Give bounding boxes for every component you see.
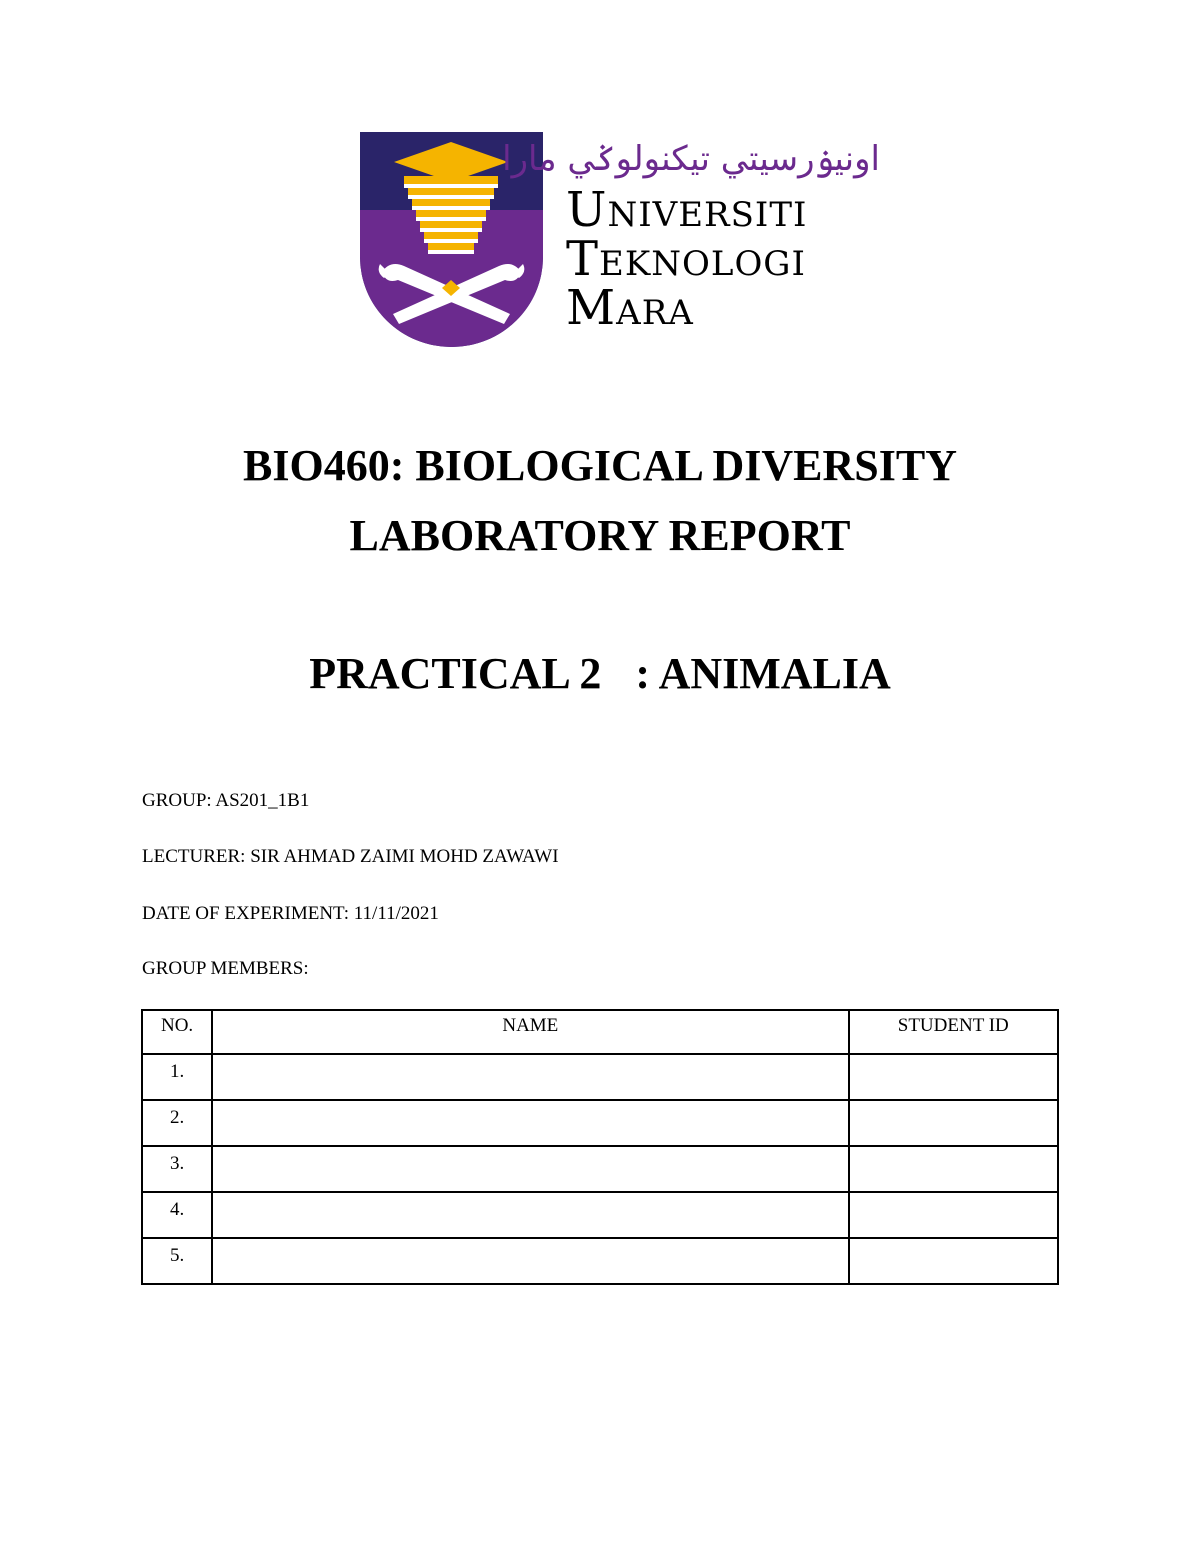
- table-row: [142, 1192, 1058, 1238]
- lecturer-line: LECTURER: SIR AHMAD ZAIMI MOHD ZAWAWI: [142, 846, 559, 867]
- practical-number: PRACTICAL 2: [309, 649, 602, 698]
- header-no: NO.: [142, 1010, 212, 1054]
- student-id-cell[interactable]: [849, 1238, 1058, 1284]
- row-number: 4.: [142, 1192, 212, 1238]
- row-number: 1.: [142, 1054, 212, 1100]
- wordmark-line-2: Teknologi: [566, 231, 806, 287]
- row-number: 2.: [142, 1100, 212, 1146]
- student-id-cell[interactable]: [849, 1192, 1058, 1238]
- jawi-university-name: اونيۏرسيتي تيكنولوݢي مارا: [502, 139, 880, 179]
- table-row: [142, 1100, 1058, 1146]
- table-header-row: [142, 1010, 1058, 1054]
- practical-separator: :: [635, 649, 650, 698]
- student-id-cell[interactable]: [849, 1054, 1058, 1100]
- group-line: GROUP: AS201_1B1: [142, 790, 310, 811]
- university-wordmark: [566, 182, 808, 336]
- wordmark-line-1: Universiti: [566, 182, 808, 238]
- name-cell[interactable]: [212, 1100, 848, 1146]
- student-id-cell[interactable]: [849, 1146, 1058, 1192]
- table-row: [142, 1238, 1058, 1284]
- group-members-table: [141, 1009, 1059, 1285]
- date-line: DATE OF EXPERIMENT: 11/11/2021: [142, 903, 439, 924]
- group-members-label: GROUP MEMBERS:: [142, 958, 309, 979]
- name-cell[interactable]: [212, 1146, 848, 1192]
- report-title: LABORATORY REPORT: [349, 511, 851, 560]
- name-cell[interactable]: [212, 1054, 848, 1100]
- table-row: [142, 1054, 1058, 1100]
- name-cell[interactable]: [212, 1238, 848, 1284]
- practical-topic: ANIMALIA: [658, 649, 891, 698]
- table-row: [142, 1146, 1058, 1192]
- practical-title: [0, 648, 1200, 699]
- header-student-id: STUDENT ID: [849, 1010, 1058, 1054]
- name-cell[interactable]: [212, 1192, 848, 1238]
- header-name: NAME: [212, 1010, 848, 1054]
- row-number: 5.: [142, 1238, 212, 1284]
- row-number: 3.: [142, 1146, 212, 1192]
- uitm-logo: [360, 130, 880, 350]
- student-id-cell[interactable]: [849, 1100, 1058, 1146]
- wordmark-line-3: Mara: [566, 280, 694, 336]
- course-title: BIO460: BIOLOGICAL DIVERSITY: [243, 441, 957, 490]
